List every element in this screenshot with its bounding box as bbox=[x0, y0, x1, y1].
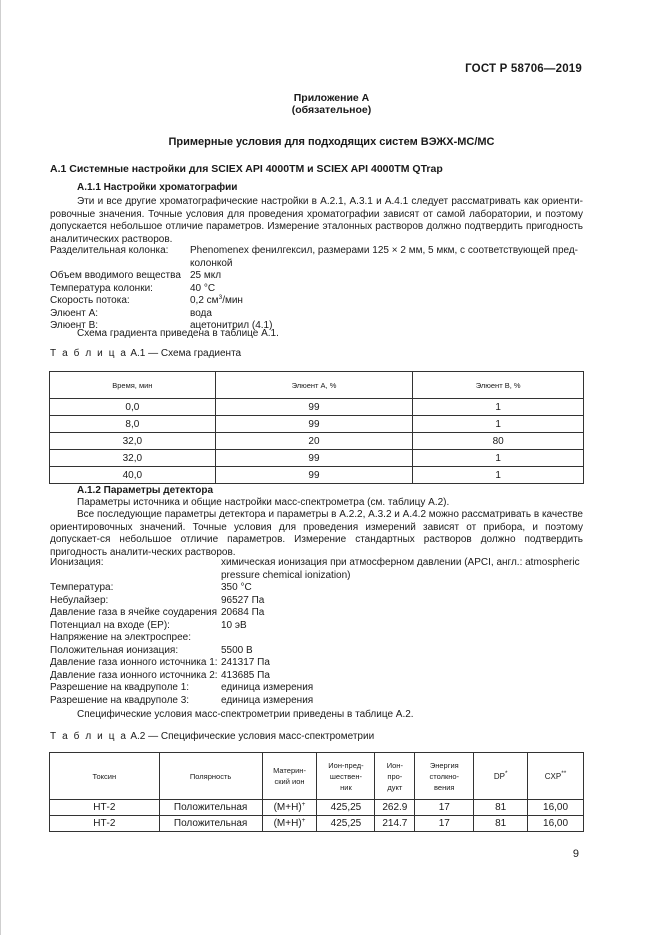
cell-time: 8,0 bbox=[50, 416, 216, 433]
gradient-table bbox=[49, 371, 584, 484]
param-value: химическая ионизация при атмосферном давлении (APCI, англ.: atmospheric bbox=[221, 557, 580, 568]
detector-para2: Все последующие параметры детектора и параметры в А.2.2, А.3.2 и А.4.2 можно рассматривать в качестве ориентировочных значений. Точные условия для проведения измерений зависят от прибора, и поэтому допускает-ся небольшое отличие параметров. Измерение стандартных растворов должно подтвердить пригодность аналити-ческих растворов. bbox=[50, 509, 583, 558]
param-value: 20684 Па bbox=[221, 607, 265, 618]
param-value: ацетонитрил (4.1) bbox=[190, 320, 273, 331]
header-polarity: Полярность bbox=[159, 753, 262, 800]
section-a12-title: А.1.2 Параметры детектора bbox=[77, 485, 214, 496]
header-eluent-b: Элюент B, % bbox=[413, 372, 584, 399]
ms-conditions-table bbox=[49, 752, 584, 832]
param-value: единица измерения bbox=[221, 682, 314, 693]
table-row bbox=[50, 416, 584, 433]
table-a2-caption bbox=[50, 731, 374, 742]
caption-prefix: Т а б л и ц а bbox=[50, 348, 128, 359]
page-number: 9 bbox=[572, 848, 579, 860]
cell-time: 32,0 bbox=[50, 433, 216, 450]
param-key: Объем вводимого вещества bbox=[50, 270, 181, 281]
param-key: Элюент B: bbox=[50, 320, 99, 331]
cell-toxin: НТ-2 bbox=[50, 800, 160, 816]
header-cxp: CXP** bbox=[528, 753, 584, 800]
main-title: Примерные условия для подходящих систем ВЭЖХ-МС/МС bbox=[168, 136, 495, 148]
param-key: Небулайзер: bbox=[50, 594, 109, 606]
table-row bbox=[50, 467, 584, 484]
param-value: 40 °С bbox=[190, 282, 216, 294]
param-key: Разрешение на квадруполе 3: bbox=[50, 694, 190, 706]
cell-energy: 17 bbox=[415, 816, 474, 832]
param-value: 10 эВ bbox=[221, 619, 247, 631]
table-header-row bbox=[50, 753, 584, 800]
table-row bbox=[50, 433, 584, 450]
header-dp: DP* bbox=[474, 753, 528, 800]
flow-value: 0,2 см bbox=[190, 295, 219, 306]
flow-unit: /мин bbox=[222, 295, 243, 306]
table-a1-caption bbox=[50, 348, 241, 359]
cell-product: 214.7 bbox=[375, 816, 415, 832]
cell-product: 262.9 bbox=[375, 800, 415, 816]
cell-polarity: Положительная bbox=[159, 816, 262, 832]
param-key: Напряжение на электроспрее: bbox=[50, 632, 191, 643]
param-value: вода bbox=[190, 307, 212, 319]
param-value-cont: колонкой bbox=[190, 257, 233, 269]
param-key: Температура: bbox=[50, 582, 114, 593]
cell-polarity: Положительная bbox=[159, 800, 262, 816]
param-value: единица измерения bbox=[221, 694, 314, 706]
param-key: Элюент A: bbox=[50, 307, 99, 319]
cell-parent-ion: (M+H)+ bbox=[262, 800, 317, 816]
section-a11-title: А.1.1 Настройки хроматографии bbox=[77, 182, 238, 193]
param-key: Скорость потока: bbox=[50, 295, 130, 306]
gradient-ref-text: Схема градиента приведена в таблице А.1. bbox=[77, 328, 279, 339]
param-key: Потенциал на входе (EP): bbox=[50, 619, 170, 631]
appendix-status: (обязательное) bbox=[291, 104, 372, 116]
appendix-title: Приложение А bbox=[293, 92, 370, 104]
param-value: 241317 Па bbox=[221, 657, 270, 668]
table-header-row bbox=[50, 372, 584, 399]
detector-para1: Параметры источника и общие настройки масс-спектрометра (см. таблицу А.2). bbox=[77, 497, 450, 508]
cell-eluent-b: 1 bbox=[413, 399, 584, 416]
param-key: Давление газа ионного источника 2: bbox=[50, 669, 218, 681]
cell-time: 40,0 bbox=[50, 467, 216, 484]
param-key: Давление газа ионного источника 1: bbox=[50, 657, 218, 668]
header-collision-energy: Энергия столкно- вения bbox=[415, 753, 474, 800]
cell-time: 32,0 bbox=[50, 450, 216, 467]
param-value bbox=[190, 295, 243, 308]
header-parent-ion: Материн- ский ион bbox=[262, 753, 317, 800]
table-row bbox=[50, 816, 584, 832]
cell-eluent-a: 99 bbox=[215, 467, 413, 484]
cell-eluent-a: 99 bbox=[215, 399, 413, 416]
cell-eluent-b: 1 bbox=[413, 416, 584, 433]
flow-sup: 3 bbox=[218, 294, 223, 301]
cell-energy: 17 bbox=[415, 800, 474, 816]
param-key: Разрешение на квадруполе 1: bbox=[50, 682, 190, 693]
param-value: 413685 Па bbox=[221, 669, 270, 681]
table-row bbox=[50, 450, 584, 467]
standard-number: ГОСТ Р 58706—2019 bbox=[465, 63, 582, 75]
cell-parent-ion: (M+H)+ bbox=[262, 816, 317, 832]
cell-toxin: НТ-2 bbox=[50, 816, 160, 832]
cell-time: 0,0 bbox=[50, 399, 216, 416]
param-key: Температура колонки: bbox=[50, 282, 153, 294]
param-value: 96527 Па bbox=[221, 594, 265, 606]
header-product-ion: Ион- про- дукт bbox=[375, 753, 415, 800]
caption-prefix: Т а б л и ц а bbox=[50, 731, 128, 742]
cell-eluent-a: 99 bbox=[215, 416, 413, 433]
header-time: Время, мин bbox=[50, 372, 216, 399]
caption-text: А.1 — Схема градиента bbox=[127, 348, 242, 359]
param-key: Ионизация: bbox=[50, 557, 104, 568]
cell-cxp: 16,00 bbox=[528, 816, 584, 832]
param-value: 25 мкл bbox=[190, 270, 222, 281]
cell-cxp: 16,00 bbox=[528, 800, 584, 816]
table-row bbox=[50, 800, 584, 816]
cell-dp: 81 bbox=[474, 816, 528, 832]
section-a1-title: А.1 Системные настройки для SCIEX API 4000TM и SCIEX API 4000TM QTrap bbox=[50, 163, 443, 175]
cell-eluent-a: 99 bbox=[215, 450, 413, 467]
param-key: Давление газа в ячейке соударения bbox=[50, 607, 218, 618]
caption-text: А.2 — Специфические условия масс-спектрометрии bbox=[127, 731, 375, 742]
cell-dp: 81 bbox=[474, 800, 528, 816]
header-precursor-ion: Ион-пред- шествен- ник bbox=[317, 753, 375, 800]
cell-eluent-b: 1 bbox=[413, 450, 584, 467]
cell-eluent-b: 1 bbox=[413, 467, 584, 484]
param-value: 350 °С bbox=[221, 582, 252, 593]
cell-precursor: 425,25 bbox=[317, 816, 375, 832]
param-value-cont: pressure chemical ionization) bbox=[221, 569, 351, 581]
cell-eluent-a: 20 bbox=[215, 433, 413, 450]
header-toxin: Токсин bbox=[50, 753, 160, 800]
table-row bbox=[50, 399, 584, 416]
param-key: Положительная ионизация: bbox=[50, 644, 179, 656]
param-key: Разделительная колонка: bbox=[50, 245, 169, 256]
cell-precursor: 425,25 bbox=[317, 800, 375, 816]
param-value: Phenomenex фенилгексил, размерами 125 × 2 мм, 5 мкм, с соответствующей пред- bbox=[190, 245, 579, 256]
cell-eluent-b: 80 bbox=[413, 433, 584, 450]
param-value: 5500 В bbox=[221, 644, 253, 656]
header-eluent-a: Элюент A, % bbox=[215, 372, 413, 399]
specific-ref-text: Специфические условия масс-спектрометрии приведены в таблице А.2. bbox=[77, 709, 414, 720]
chromatography-paragraph: Эти и все другие хроматографические настройки в А.2.1, А.3.1 и А.4.1 следует рассматривать как ориенти-ровочные значения. Точные условия для проведения хроматографии зависят от самой лаборатории, и поэтому допускается небольшое отличие параметров. Измерение эталонных растворов должно подтвердить пригодность аналитических растворов. bbox=[50, 196, 583, 245]
